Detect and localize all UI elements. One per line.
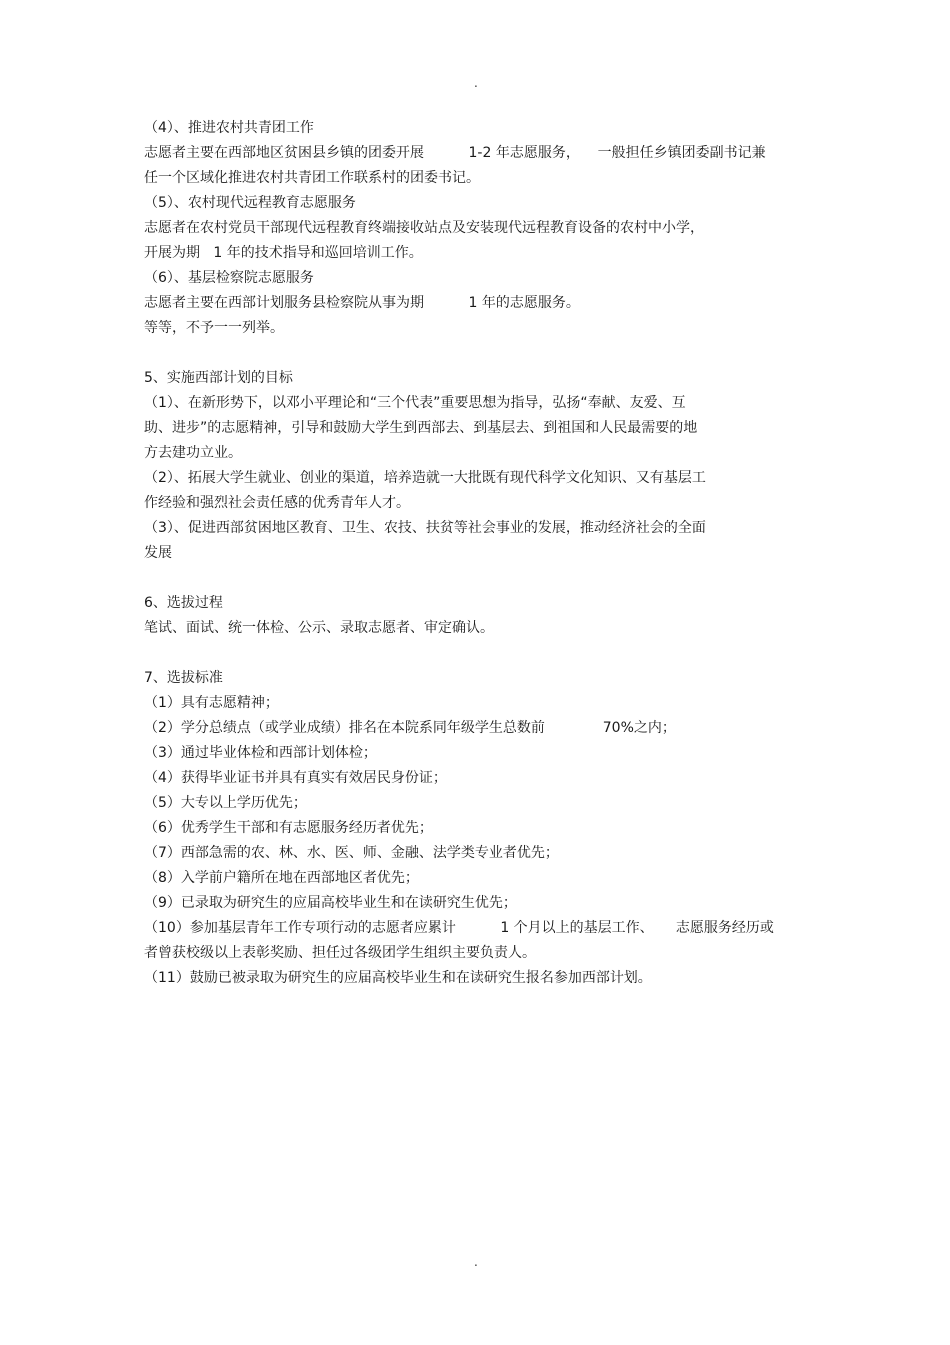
section-heading-line: 5、实施西部计划的目标 [144, 370, 293, 386]
section-heading-line: 6、选拔过程 [144, 595, 223, 611]
text-line: 志愿者在农村党员干部现代远程教育终端接收站点及安装现代远程教育设备的农村中小学， [144, 220, 704, 236]
text-line: （7）西部急需的农、林、水、医、师、金融、法学类专业者优先； [144, 845, 559, 861]
text-line: （1）具有志愿精神； [144, 695, 279, 711]
section-heading-line: 7、选拔标准 [144, 670, 223, 686]
text-line: （6）优秀学生干部和有志愿服务经历者优先； [144, 820, 433, 836]
text-line: （2）学分总绩点（或学业成绩）排名在本院系同年级学生总数前 70%之内； [144, 720, 676, 736]
text-line: 者曾获校级以上表彰奖励、担任过各级团学生组织主要负责人。 [144, 945, 536, 961]
header-dot: . [474, 76, 478, 90]
text-line: （3）、促进西部贫困地区教育、卫生、农技、扶贫等社会事业的发展，推动经济社会的全面 [144, 520, 706, 536]
footer-dot: . [474, 1255, 478, 1269]
text-line: （10）参加基层青年工作专项行动的志愿者应累计 1 个月以上的基层工作、 志愿服务经历或 [144, 920, 774, 936]
text-line: 作经验和强烈社会责任感的优秀青年人才。 [144, 495, 410, 511]
section-gap [144, 641, 824, 666]
text-line: （5）、农村现代远程教育志愿服务 [144, 195, 356, 211]
text-line: （1）、在新形势下，以邓小平理论和“三个代表”重要思想为指导，弘扬“奉献、友爱、互 [144, 395, 686, 411]
text-line: （2）、拓展大学生就业、创业的渠道，培养造就一大批既有现代科学文化知识、又有基层工 [144, 470, 706, 486]
text-line: （4）获得毕业证书并具有真实有效居民身份证； [144, 770, 447, 786]
text-line: （11）鼓励已被录取为研究生的应届高校毕业生和在读研究生报名参加西部计划。 [144, 970, 652, 986]
text-line: 志愿者主要在西部地区贫困县乡镇的团委开展 1-2 年志愿服务， 一般担任乡镇团委副书记兼 [144, 145, 766, 161]
text-line: 志愿者主要在西部计划服务县检察院从事为期 1 年的志愿服务。 [144, 295, 580, 311]
text-line: 助、进步”的志愿精神，引导和鼓励大学生到西部去、到基层去、到祖国和人民最需要的地 [144, 420, 698, 436]
text-line: （3）通过毕业体检和西部计划体检； [144, 745, 377, 761]
text-line: 等等，不予一一列举。 [144, 320, 284, 336]
text-line: 开展为期 1 年的技术指导和巡回培训工作。 [144, 245, 423, 261]
document-body [144, 116, 824, 991]
text-line: 发展 [144, 545, 172, 561]
text-line: （8）入学前户籍所在地在西部地区者优先； [144, 870, 419, 886]
section-gap [144, 341, 824, 366]
section-gap [144, 566, 824, 591]
text-line: 笔试、面试、统一体检、公示、录取志愿者、审定确认。 [144, 620, 494, 636]
text-line: 方去建功立业。 [144, 445, 242, 461]
text-line: （5）大专以上学历优先； [144, 795, 307, 811]
text-line: 任一个区域化推进农村共青团工作联系村的团委书记。 [144, 170, 480, 186]
text-line: （6）、基层检察院志愿服务 [144, 270, 314, 286]
text-line: （9）已录取为研究生的应届高校毕业生和在读研究生优先； [144, 895, 517, 911]
section-heading-line: （4）、推进农村共青团工作 [144, 120, 314, 136]
